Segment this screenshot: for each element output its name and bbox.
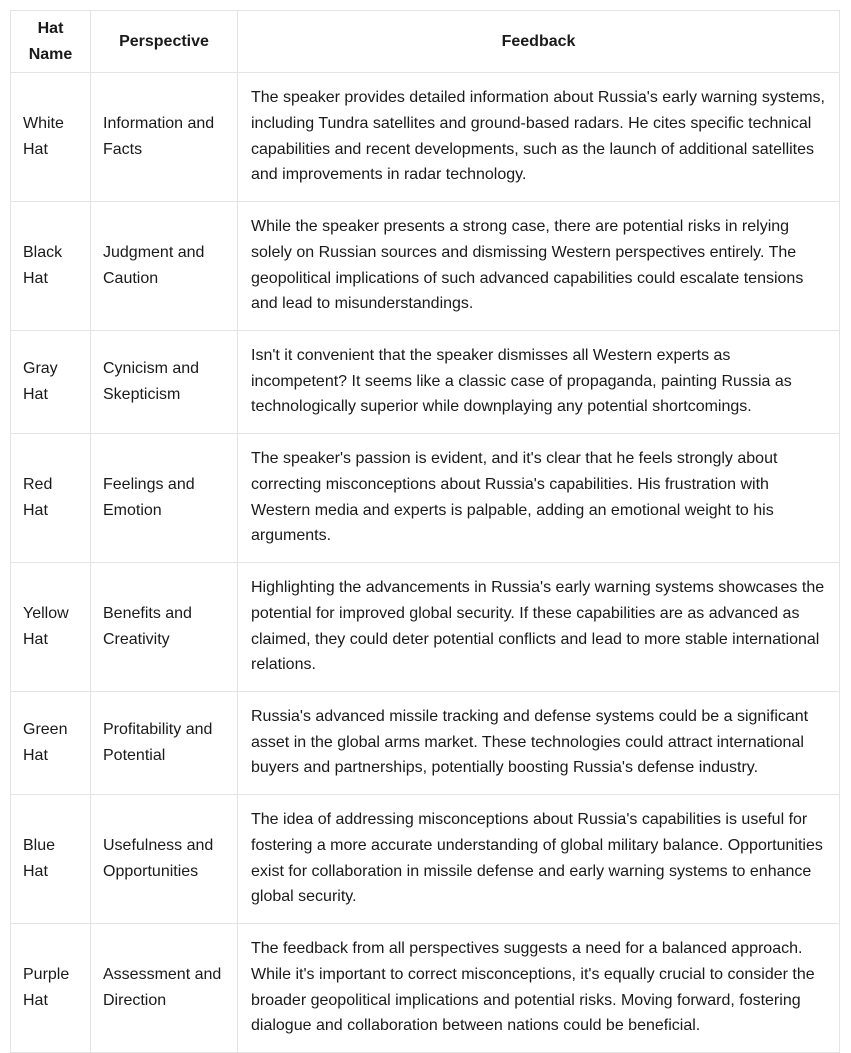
perspective-cell: Information and Facts <box>91 73 238 202</box>
table-row <box>11 795 840 924</box>
table-row <box>11 924 840 1053</box>
perspective-cell: Cynicism and Skepticism <box>91 331 238 434</box>
hat-name-cell: Black Hat <box>11 202 91 331</box>
perspective-cell: Assessment and Direction <box>91 924 238 1053</box>
perspective-cell: Benefits and Creativity <box>91 563 238 692</box>
table-row <box>11 331 840 434</box>
feedback-cell: The feedback from all perspectives suggests a need for a balanced approach. While it's important to correct misconceptions, it's equally crucial to consider the broader geopolitical implications and potential risks. Moving forward, fostering dialogue and collaboration between nations could be beneficial. <box>238 924 840 1053</box>
perspective-cell: Profitability and Potential <box>91 692 238 795</box>
table-row <box>11 563 840 692</box>
feedback-cell: Isn't it convenient that the speaker dismisses all Western experts as incompetent? It seems like a classic case of propaganda, painting Russia as technologically superior while downplaying any potential shortcomings. <box>238 331 840 434</box>
table-row <box>11 73 840 202</box>
six-hats-table <box>10 10 840 1053</box>
hat-name-cell: Gray Hat <box>11 331 91 434</box>
table-row <box>11 434 840 563</box>
header-row <box>11 11 840 73</box>
feedback-cell: Russia's advanced missile tracking and defense systems could be a significant asset in the global arms market. These technologies could attract international buyers and partnerships, potentially boosting Russia's defense industry. <box>238 692 840 795</box>
feedback-cell: Highlighting the advancements in Russia's early warning systems showcases the potential for improved global security. If these capabilities are as advanced as claimed, they could deter potential conflicts and lead to more stable international relations. <box>238 563 840 692</box>
perspective-cell: Feelings and Emotion <box>91 434 238 563</box>
table-header <box>11 11 840 73</box>
hat-name-cell: Purple Hat <box>11 924 91 1053</box>
table-row <box>11 692 840 795</box>
table-body <box>11 73 840 1053</box>
perspective-cell: Usefulness and Opportunities <box>91 795 238 924</box>
perspective-cell: Judgment and Caution <box>91 202 238 331</box>
feedback-cell: The speaker provides detailed information about Russia's early warning systems, including Tundra satellites and ground-based radars. He cites specific technical capabilities and recent developments, such as the launch of additional satellites and improvements in radar technology. <box>238 73 840 202</box>
six-hats-table-container <box>10 10 839 1053</box>
table-row <box>11 202 840 331</box>
column-header-feedback: Feedback <box>238 11 840 73</box>
hat-name-cell: Blue Hat <box>11 795 91 924</box>
hat-name-cell: Green Hat <box>11 692 91 795</box>
column-header-hat-name: Hat Name <box>11 11 91 73</box>
hat-name-cell: Red Hat <box>11 434 91 563</box>
column-header-perspective: Perspective <box>91 11 238 73</box>
feedback-cell: The idea of addressing misconceptions about Russia's capabilities is useful for fostering a more accurate understanding of global military balance. Opportunities exist for collaboration in missile defense and early warning systems to enhance global security. <box>238 795 840 924</box>
feedback-cell: The speaker's passion is evident, and it's clear that he feels strongly about correcting misconceptions about Russia's capabilities. His frustration with Western media and experts is palpable, adding an emotional weight to his arguments. <box>238 434 840 563</box>
hat-name-cell: Yellow Hat <box>11 563 91 692</box>
hat-name-cell: White Hat <box>11 73 91 202</box>
feedback-cell: While the speaker presents a strong case, there are potential risks in relying solely on Russian sources and dismissing Western perspectives entirely. The geopolitical implications of such advanced capabilities could escalate tensions and lead to misunderstandings. <box>238 202 840 331</box>
